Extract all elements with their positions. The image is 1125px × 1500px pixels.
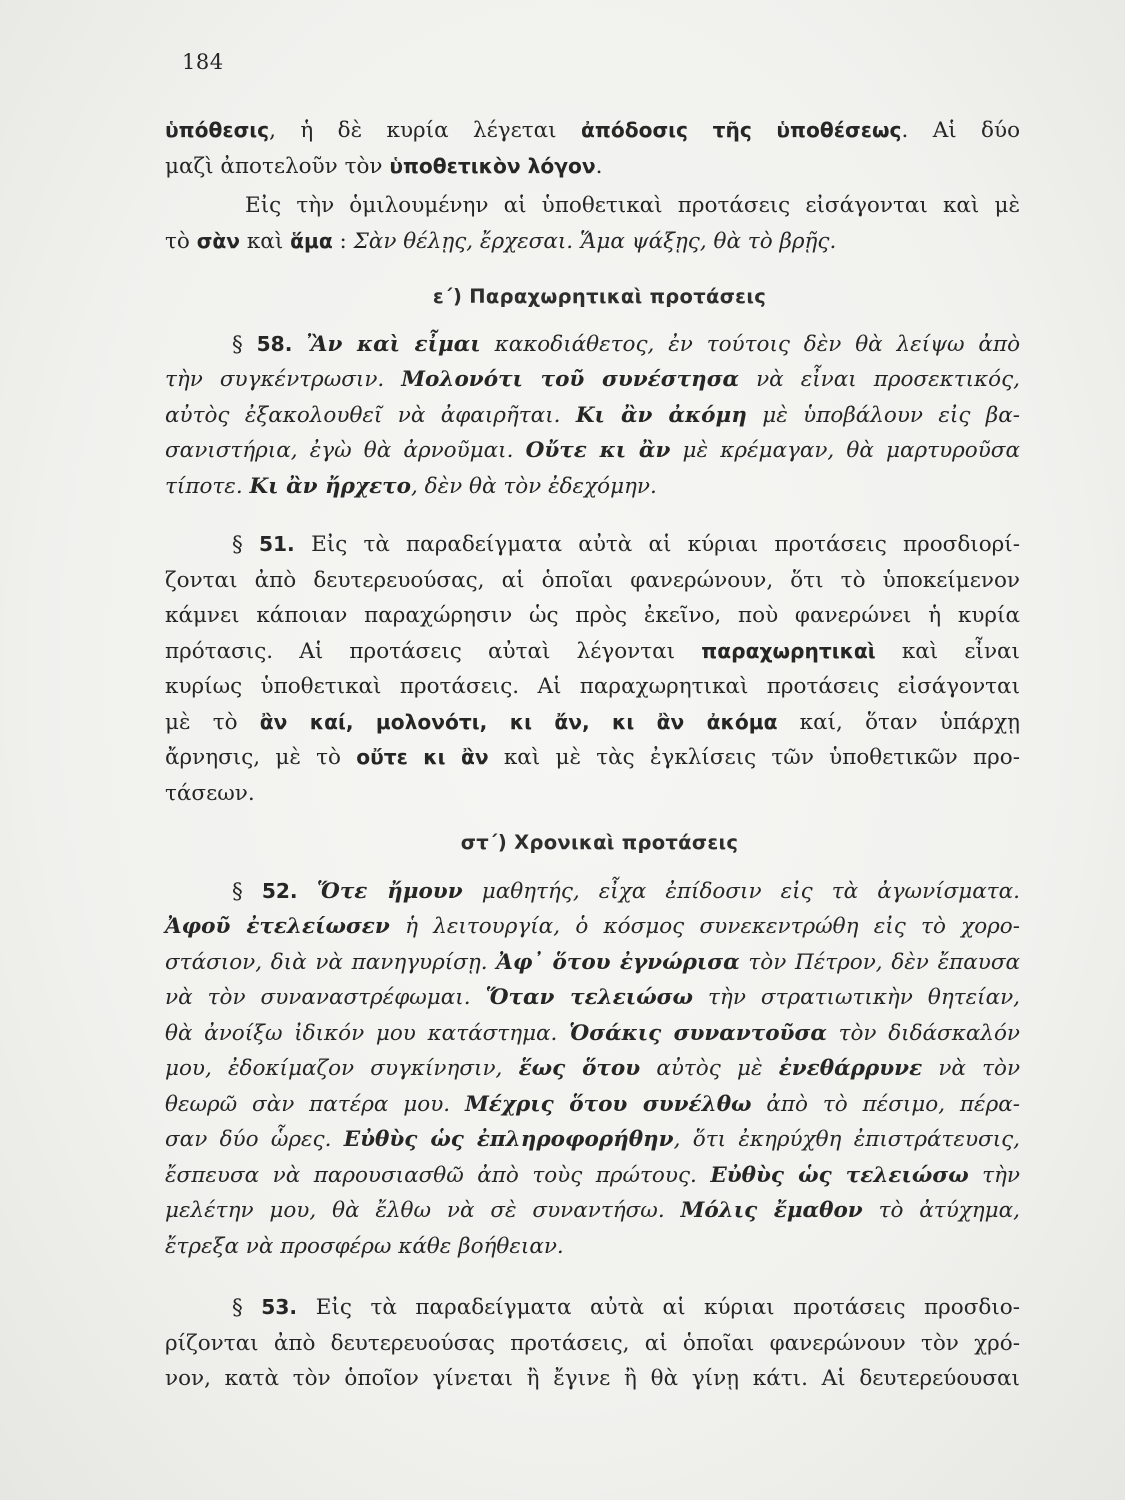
text-run-italic: νὰ εἶναι προσεκτικός,	[739, 367, 1020, 392]
text-line	[165, 909, 1020, 945]
text-line	[165, 1229, 1020, 1265]
text-line	[165, 740, 1020, 776]
text-line	[165, 874, 1020, 910]
text-run-bold-italic: Κι ἂν ἀκόμη	[575, 402, 747, 428]
text-run-regular: §	[232, 532, 259, 557]
text-run-bold: παραχωρητικαὶ	[701, 638, 876, 663]
text-run-regular: πρότασις. Αἱ προτάσεις αὐταὶ λέγονται	[165, 638, 702, 664]
text-run-italic: στάσιον, διὰ νὰ πανηγυρίσῃ.	[165, 949, 497, 975]
text-run-regular: καί, ὅταν ὑπάρχῃ	[777, 709, 1020, 735]
text-run-regular: Εἰς τὰ παραδείγματα αὐτὰ αἱ κύριαι προτάσεις προσδιο-	[315, 1295, 1020, 1320]
text-run-regular: .	[595, 153, 603, 179]
text-run-italic: τὴν στρατιωτικὴν θητείαν,	[693, 985, 1021, 1010]
text-run-bold-italic: ἕως ὅτου	[518, 1056, 641, 1081]
text-run-bold: ἂν καί, μολονότι, κι ἄν, κι ἂν ἀκόμα	[259, 709, 778, 734]
text-run-italic: τίποτε.	[165, 473, 250, 499]
text-line	[165, 705, 1020, 741]
text-run-italic: τὸ ἀτύχημα,	[862, 1198, 1021, 1223]
paragraph	[165, 327, 1020, 505]
text-run-italic: τὸν διδάσκαλόν	[826, 1020, 1020, 1046]
text-run-bold-italic: Ὅταν τελειώσω	[485, 985, 694, 1010]
text-run-italic: ἀπὸ τὸ πέσιμο, πέρα-	[751, 1091, 1021, 1117]
text-line	[165, 469, 1020, 505]
text-line	[165, 1051, 1020, 1087]
text-run-italic: ἡ λειτουργία, ὁ κόσμος συνεκεντρώθη εἰς τὸ χορο-	[389, 914, 1020, 939]
text-run-bold: ἅμα	[290, 228, 333, 253]
text-run-bold: σὰν	[196, 228, 241, 253]
text-run-italic: τὴν συγκέντρωσιν.	[165, 367, 402, 392]
text-run-italic: θὰ ἀνοίξω ἰδικόν μου κατάστημα.	[165, 1020, 570, 1046]
text-line	[165, 362, 1020, 398]
page-text	[165, 113, 1020, 1397]
text-line	[165, 1122, 1020, 1158]
text-run-regular: κάμνει κάποιαν παραχώρησιν ὡς πρὸς ἐκεῖνο, ποὺ φανερώνει ἡ κυρία	[165, 603, 1020, 628]
section-heading: στ΄) Χρονικαὶ προτάσεις	[460, 831, 739, 854]
text-run-italic: τὴν	[968, 1162, 1020, 1188]
text-run-italic: κακοδιάθετος, ἐν τούτοις δὲν θὰ λείψω ἀπὸ	[480, 331, 1021, 357]
text-run-bold: ὑποθετικὸν λόγον	[389, 153, 596, 178]
text-run-regular: Εἰς τὴν ὁμιλουμένην αἱ ὑποθετικαὶ προτάσεις εἰσάγονται καὶ μὲ	[245, 193, 1020, 218]
paragraph	[165, 527, 1020, 811]
text-run-bold-italic: Κι ἂν ἤρχετο	[249, 473, 411, 499]
text-line	[165, 634, 1020, 670]
text-run-italic: μαθητής, εἶχα ἐπίδοσιν εἰς τὰ ἀγωνίσματα.	[462, 878, 1021, 904]
text-run-italic: μου, ἐδοκίμαζον συγκίνησιν,	[165, 1056, 519, 1081]
text-run-regular: Εἰς τὰ παραδείγματα αὐτὰ αἱ κύριαι προτάσεις προσδιορί-	[311, 532, 1020, 557]
text-run-regular: νον, κατὰ τὸν ὁποῖον γίνεται ἢ ἔγινε ἢ θὰ γίνῃ κάτι. Αἱ δευτερεύουσαι	[165, 1366, 1020, 1391]
text-run-regular: καὶ μὲ τὰς ἐγκλίσεις τῶν ὑποθετικῶν προ-	[488, 745, 1020, 770]
text-line	[165, 1016, 1020, 1052]
text-run-bold: 52.	[261, 878, 317, 903]
text-line	[165, 669, 1020, 705]
text-run-italic: μελέτην μου, θὰ ἔλθω νὰ σὲ συναντήσω.	[165, 1198, 681, 1223]
text-run-italic: αὐτὸς ἐξακολουθεῖ νὰ ἀφαιρῆται.	[165, 402, 576, 428]
text-run-bold-italic: Ἀφοῦ ἐτελείωσεν	[165, 914, 390, 939]
text-line	[165, 1087, 1020, 1123]
text-run-bold-italic: Ἂν καὶ εἶμαι	[306, 331, 481, 357]
text-line	[165, 224, 1020, 260]
text-run-italic: νὰ τὸν	[922, 1056, 1021, 1081]
text-run-bold: 51.	[258, 532, 312, 556]
text-run-italic: , ὅτι ἐκηρύχθη ἐπιστράτευσις,	[673, 1127, 1021, 1152]
text-line	[165, 327, 1020, 363]
text-run-italic: Σὰν θέλῃς, ἔρχεσαι. Ἅμα ψάξῃς, θὰ τὸ βρῇς.	[353, 228, 837, 254]
text-run-regular: . Αἱ δύο	[901, 118, 1021, 143]
text-run-regular: τάσεων.	[165, 780, 255, 806]
text-run-bold-italic: Εὐθὺς ὡς τελειώσω	[710, 1162, 969, 1188]
section-heading: ε΄) Παραχωρητικαὶ προτάσεις	[432, 285, 767, 308]
text-run-bold: ἀπόδοσις τῆς ὑποθέσεως	[581, 118, 902, 142]
text-run-bold: 58.	[256, 331, 307, 356]
text-run-bold-italic: Μόλις ἔμαθον	[680, 1198, 863, 1223]
text-run-italic: ἔσπευσα νὰ παρουσιασθῶ ἀπὸ τοὺς πρώτους.	[165, 1162, 711, 1188]
paragraph	[165, 188, 1020, 259]
text-run-regular: §	[232, 331, 257, 357]
text-run-regular: τὸ	[165, 228, 197, 254]
text-run-bold-italic: Εὐθὺς ὡς ἐπληροφορήθην	[343, 1127, 674, 1152]
text-line	[165, 945, 1020, 981]
text-line	[165, 113, 1020, 149]
text-run-italic: σανιστήρια, ἐγὼ θὰ ἀρνοῦμαι.	[165, 438, 526, 463]
text-run-bold-italic: Οὔτε κι ἂν	[525, 438, 671, 463]
text-line	[165, 1326, 1020, 1362]
text-run-bold-italic: ἐνεθάρρυνε	[778, 1056, 923, 1081]
text-line	[165, 980, 1020, 1016]
text-line	[165, 1290, 1020, 1326]
text-line	[165, 563, 1020, 599]
text-run-bold: 53.	[261, 1295, 316, 1319]
text-run-italic: μὲ ὑποβάλουν εἰς βα-	[746, 402, 1020, 428]
page-number: 184	[182, 50, 224, 74]
text-run-italic: μὲ κρέμαγαν, θὰ μαρτυροῦσα	[670, 438, 1020, 463]
text-run-bold-italic: Ἀφ᾽ ὅτου ἐγνώρισα	[496, 949, 740, 975]
text-run-regular: :	[332, 228, 354, 254]
text-run-bold: ὑπόθεσις	[165, 118, 270, 142]
text-run-regular: , ἡ δὲ κυρία λέγεται	[269, 118, 582, 143]
text-line	[165, 527, 1020, 563]
text-run-regular: μὲ τὸ	[165, 709, 260, 735]
text-run-italic: αὐτὸς μὲ	[640, 1056, 779, 1081]
text-run-italic: , δὲν θὰ τὸν ἐδεχόμην.	[410, 473, 657, 499]
text-line	[165, 776, 1020, 812]
text-run-italic: τὸν Πέτρον, δὲν ἔπαυσα	[739, 949, 1021, 975]
text-line	[165, 433, 1020, 469]
text-run-bold-italic: Μέχρις ὅτου συνέλθω	[464, 1091, 752, 1117]
text-line	[165, 149, 1020, 185]
paragraph	[165, 874, 1020, 1265]
text-run-bold-italic: Μολονότι τοῦ συνέστησα	[401, 367, 740, 392]
text-line	[165, 398, 1020, 434]
text-run-italic: θεωρῶ σὰν πατέρα μου.	[165, 1091, 465, 1117]
text-line	[165, 1361, 1020, 1397]
paragraph	[165, 113, 1020, 184]
text-run-regular: καὶ εἶναι	[875, 638, 1020, 664]
text-run-italic: νὰ τὸν συναναστρέφωμαι.	[165, 985, 486, 1010]
text-run-regular: §	[232, 878, 262, 904]
text-run-italic: ἔτρεξα νὰ προσφέρω κάθε βοήθειαν.	[165, 1233, 564, 1259]
text-run-bold-italic: Ὁσάκις συναντοῦσα	[569, 1020, 827, 1046]
text-run-regular: κυρίως ὑποθετικαὶ προτάσεις. Αἱ παραχωρητικαὶ προτάσεις εἰσάγονται	[165, 674, 1020, 699]
text-line	[165, 1193, 1020, 1229]
text-run-bold-italic: Ὅτε ἤμουν	[316, 878, 463, 904]
text-run-regular: §	[232, 1295, 262, 1320]
text-run-regular: ἄρνησις, μὲ τὸ	[165, 745, 357, 770]
text-line	[165, 598, 1020, 634]
paragraph	[165, 1290, 1020, 1397]
text-run-italic: σαν δύο ὧρες.	[165, 1127, 344, 1152]
text-run-regular: καὶ	[240, 228, 291, 254]
text-run-regular: μαζὶ ἀποτελοῦν τὸν	[165, 153, 390, 179]
text-line	[165, 1158, 1020, 1194]
text-line	[165, 188, 1020, 224]
text-run-bold: οὔτε κι ἂν	[356, 745, 489, 769]
text-run-regular: ρίζονται ἀπὸ δευτερευούσας προτάσεις, αἱ ὁποῖαι φανερώνουν τὸν χρό-	[165, 1330, 1020, 1356]
text-run-regular: ζονται ἀπὸ δευτερευούσας, αἱ ὁποῖαι φανερώνουν, ὅτι τὸ ὑποκείμενον	[165, 567, 1020, 593]
